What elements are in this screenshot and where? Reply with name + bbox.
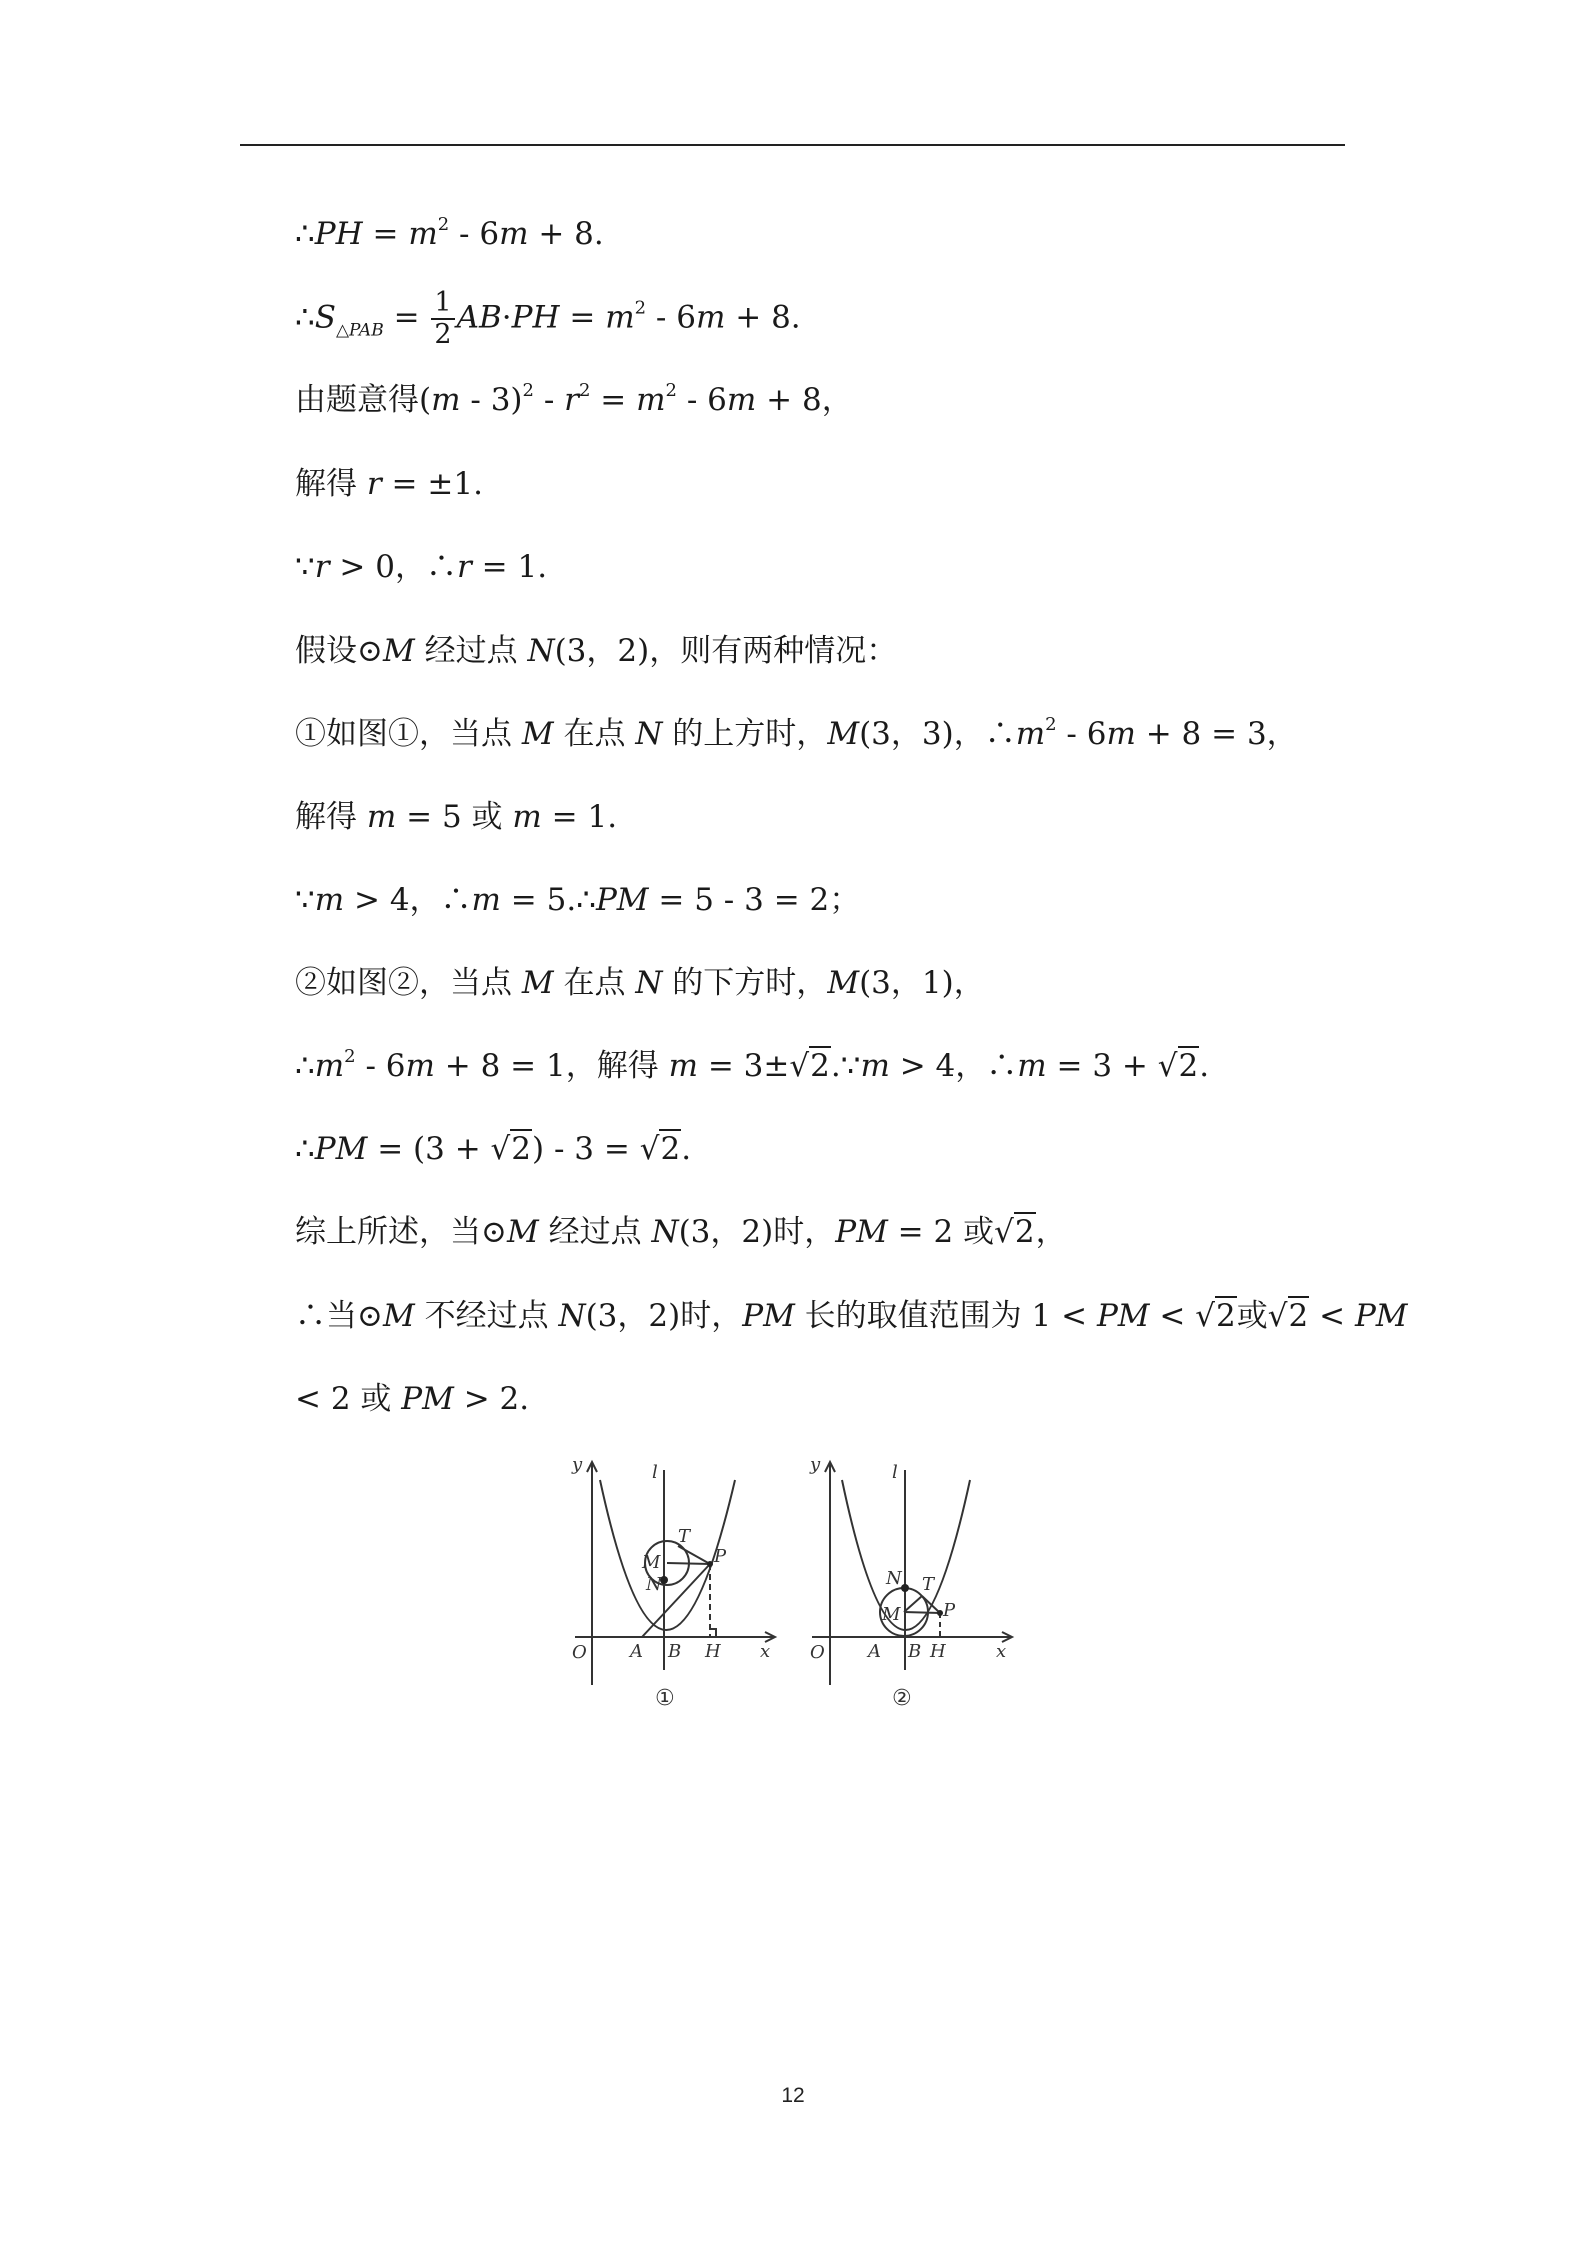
solution-line-7: ①如图①，当点 M 在点 N 的上方时，M(3，3)，$\therefore m^2 - 6m + 8 = 3$， xyxy=(295,714,1298,752)
label-a: A xyxy=(868,1641,881,1662)
figure-1-caption: ① xyxy=(655,1686,675,1711)
solution-line-3: 由题意得$(m - 3)^2 - r^2 = m^2 - 6m + 8$， xyxy=(295,380,853,418)
sqrt-2: √2 xyxy=(994,1214,1035,1250)
point-p xyxy=(707,1561,713,1567)
label-l: l xyxy=(892,1462,898,1483)
label-m: M xyxy=(882,1604,901,1625)
label-a: A xyxy=(630,1641,643,1662)
segment-pt xyxy=(678,1546,710,1564)
label-n: N xyxy=(646,1574,662,1595)
label-x: x xyxy=(996,1641,1007,1662)
sqrt-2: √2 xyxy=(789,1048,830,1084)
label-o: O xyxy=(572,1642,587,1663)
point-n xyxy=(901,1584,909,1592)
label-b: B xyxy=(668,1641,682,1662)
solution-line-12: ∴PM = (3 + √2) - 3 = √2. xyxy=(295,1131,692,1167)
solution-line-13: 综上所述，当⊙M 经过点 N(3，2)时，PM = 2 或√2， xyxy=(295,1214,1067,1250)
solution-line-6: 假设⊙M 经过点 N(3，2)，则有两种情况： xyxy=(295,633,898,669)
segment-mp xyxy=(667,1563,710,1564)
sqrt-2: √2 xyxy=(1195,1298,1236,1334)
solution-line-1: ∴PH = $m^2 - 6m + 8$. xyxy=(295,214,604,252)
figure-1 xyxy=(560,1450,780,1720)
segment-tp xyxy=(922,1596,940,1613)
sqrt-2: √2 xyxy=(1267,1298,1309,1334)
label-y: y xyxy=(572,1454,583,1475)
solution-line-2: $\therefore S_{\triangle PAB}$ = $\frac{1}{2}$ $AB\cdot PH = m^2 - 6m + 8$. xyxy=(295,287,801,350)
solution-line-11: $\therefore m^2 - 6m + 8 = 1$，解得 m = 3±√2.∵m > 4，∴m = 3 + √2. xyxy=(295,1046,1210,1084)
label-n: N xyxy=(886,1568,902,1589)
sqrt-2: √2 xyxy=(1157,1048,1199,1084)
label-t: T xyxy=(678,1526,691,1547)
segment-mp xyxy=(904,1612,940,1613)
label-x: x xyxy=(760,1641,771,1662)
page-number: 12 xyxy=(781,2084,805,2107)
label-h: H xyxy=(705,1641,721,1662)
solution-line-4: 解得 r = ±1. xyxy=(295,466,483,502)
label-p: P xyxy=(714,1546,727,1567)
label-b: B xyxy=(908,1641,922,1662)
fraction-one-half: $\frac{1}{2}$ xyxy=(431,288,454,350)
label-l: l xyxy=(652,1462,658,1483)
solution-line-10: ②如图②，当点 M 在点 N 的下方时，M(3，1)， xyxy=(295,965,985,1001)
sqrt-2: √2 xyxy=(639,1131,681,1167)
solution-line-5: ∵r > 0，∴r = 1. xyxy=(295,549,548,585)
label-o: O xyxy=(810,1642,825,1663)
header-rule xyxy=(240,144,1345,146)
figure-2-caption: ② xyxy=(892,1686,912,1711)
segment-mt xyxy=(904,1596,922,1612)
solution-line-8: 解得 m = 5 或 m = 1. xyxy=(295,799,618,835)
label-h: H xyxy=(930,1641,946,1662)
solution-line-15: < 2 或 PM > 2. xyxy=(295,1381,530,1417)
sqrt-2: √2 xyxy=(490,1131,532,1167)
label-m: M xyxy=(642,1552,661,1573)
solution-line-9: ∵m > 4，∴m = 5.∴PM = 5 - 3 = 2； xyxy=(295,882,861,918)
figure-2 xyxy=(800,1450,1020,1720)
label-y: y xyxy=(810,1454,821,1475)
label-p: P xyxy=(943,1600,956,1621)
label-t: T xyxy=(922,1574,935,1595)
solution-line-14: ∴当⊙M 不经过点 N(3，2)时，PM 长的取值范围为 1 < PM < √2或√2 < PM xyxy=(295,1298,1408,1334)
